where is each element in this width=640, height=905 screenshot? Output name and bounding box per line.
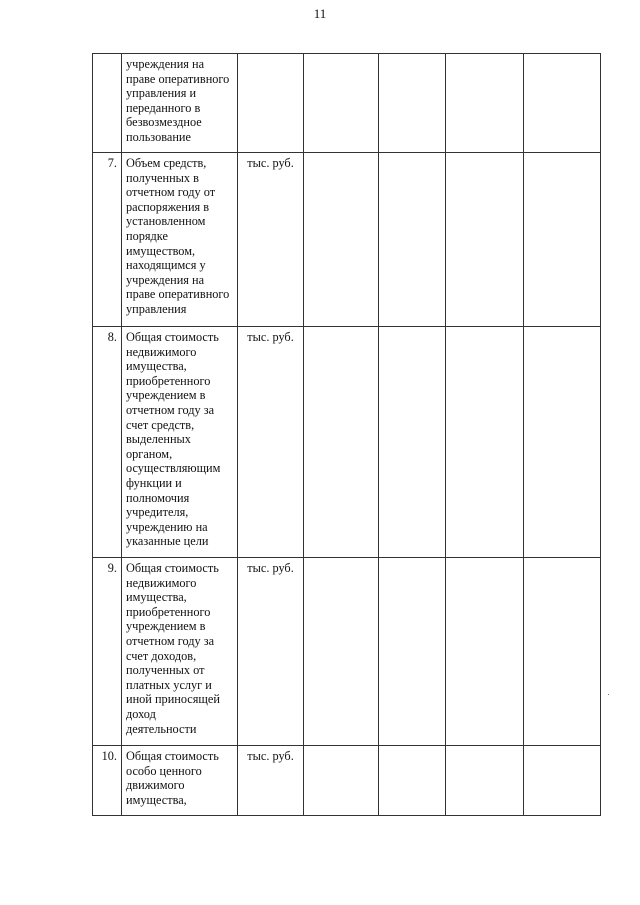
table-row — [93, 54, 601, 153]
report-table — [92, 53, 601, 816]
value-cell — [304, 327, 379, 558]
indicator-name: Общая стоимость недвижимого имущества, приобретенного учреждением в отчетном году за счет доходов, полученных от платных услуг и иной приносящей доход деятельности — [122, 558, 238, 746]
value-cell — [524, 558, 601, 746]
value-cell — [304, 746, 379, 816]
value-cell — [524, 327, 601, 558]
indicator-name: Общая стоимость недвижимого имущества, приобретенного учреждением в отчетном году за счет средств, выделенных органом, осуществляющим функции и полномочия учредителя, учреждению на указанные цели — [122, 327, 238, 558]
value-cell — [379, 558, 446, 746]
value-cell — [304, 558, 379, 746]
scan-speck — [608, 694, 609, 695]
value-cell — [446, 558, 524, 746]
row-number: 7. — [93, 153, 122, 327]
value-cell — [379, 327, 446, 558]
value-cell — [524, 54, 601, 153]
row-number: 8. — [93, 327, 122, 558]
value-cell — [304, 153, 379, 327]
indicator-name: Объем средств, полученных в отчетном году от распоряжения в установленном порядке имуществом, находящимся у учреждения на праве оперативного управления — [122, 153, 238, 327]
value-cell — [379, 54, 446, 153]
table-row — [93, 153, 601, 327]
row-number: 9. — [93, 558, 122, 746]
unit-cell: тыс. руб. — [238, 558, 304, 746]
value-cell — [446, 54, 524, 153]
value-cell — [304, 54, 379, 153]
value-cell — [446, 327, 524, 558]
table-row — [93, 327, 601, 558]
indicator-name: учреждения на праве оперативного управления и переданного в безвозмездное пользование — [122, 54, 238, 153]
table-row — [93, 558, 601, 746]
unit-cell: тыс. руб. — [238, 327, 304, 558]
row-number — [93, 54, 122, 153]
indicator-name: Общая стоимость особо ценного движимого имущества, — [122, 746, 238, 816]
value-cell — [524, 153, 601, 327]
unit-cell: тыс. руб. — [238, 746, 304, 816]
table-row — [93, 746, 601, 816]
value-cell — [524, 746, 601, 816]
value-cell — [446, 153, 524, 327]
unit-cell — [238, 54, 304, 153]
value-cell — [379, 746, 446, 816]
value-cell — [379, 153, 446, 327]
value-cell — [446, 746, 524, 816]
unit-cell: тыс. руб. — [238, 153, 304, 327]
page-number: 11 — [313, 6, 327, 21]
row-number: 10. — [93, 746, 122, 816]
